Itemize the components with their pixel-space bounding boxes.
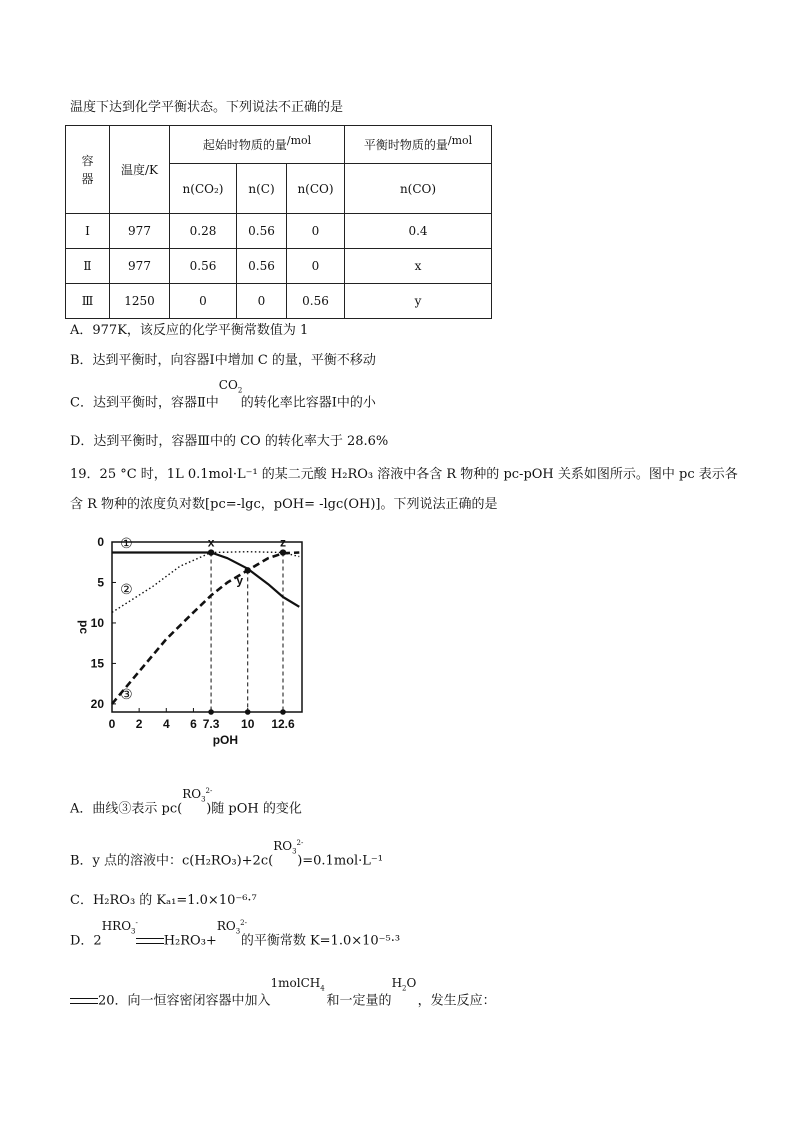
equilibrium-arrow-icon <box>136 938 164 944</box>
question-intro: 温度下达到化学平衡状态。下列说法不正确的是 <box>70 100 344 115</box>
chart-series <box>112 535 299 704</box>
axis-point <box>280 709 286 715</box>
chart-guides <box>208 553 286 715</box>
point-label-y: y <box>236 573 244 588</box>
series-curve-3 <box>112 553 299 704</box>
x-axis-label: pOH <box>212 733 239 747</box>
q20-stem: 20．向一恒容密闭容器中加入 1molCH$_4$ 和一定量的 $H_2O$ ，发生反应： <box>70 992 496 1011</box>
equilibrium-arrow-icon <box>70 998 98 1004</box>
table-row: Ⅱ 977 0.56 0.56 0 x <box>66 249 492 284</box>
header-n-co: n(CO) <box>287 164 345 214</box>
header-eq-n-co: n(CO) <box>345 164 492 214</box>
table-row: Ⅰ 977 0.28 0.56 0 0.4 <box>66 214 492 249</box>
point-x <box>208 549 214 555</box>
header-n-c: n(C) <box>237 164 287 214</box>
equilibrium-table <box>65 125 492 319</box>
header-n-co2: n(CO₂) <box>170 164 237 214</box>
header-temperature: 温度/K <box>110 126 170 214</box>
series-curve-1 <box>112 553 299 607</box>
series-curve-2 <box>112 552 299 613</box>
q19-option-b: B．y 点的溶液中：c(H₂RO₃)+2c( $RO_3^{2-}$ )=0.1mol·L⁻¹ <box>70 839 383 869</box>
plot-frame <box>112 542 302 712</box>
header-equilibrium-amount: 平衡时物质的量/mol <box>345 126 492 164</box>
x-tick-label: 12.6 <box>271 717 295 731</box>
q18-option-b: B．达到平衡时，向容器Ⅰ中增加 C 的量，平衡不移动 <box>70 353 376 368</box>
q18-option-a: A．977K，该反应的化学平衡常数值为 1 <box>70 323 309 338</box>
header-initial-amount: 起始时物质的量/mol <box>170 126 345 164</box>
q19-option-c: C．H₂RO₃ 的 Kₐ₁=1.0×10⁻⁶·⁷ <box>70 893 257 908</box>
y-tick-label: 5 <box>97 575 104 590</box>
x-tick-label: 0 <box>108 717 116 731</box>
x-tick-label: 2 <box>135 717 143 731</box>
x-tick-label: 10 <box>241 717 255 731</box>
y-tick-label: 0 <box>97 535 104 549</box>
x-tick-label: 6 <box>190 717 197 731</box>
point-label-x: x <box>207 535 215 550</box>
y-axis-label: pc <box>77 619 91 635</box>
q18-option-c: C．达到平衡时，容器Ⅱ中 $CO_2$ 的转化率比容器Ⅰ中的小 <box>70 378 376 411</box>
point-label-z: z <box>280 535 286 550</box>
y-tick-label: 15 <box>90 656 104 671</box>
q18-option-d: D．达到平衡时，容器Ⅲ中的 CO 的转化率大于 28.6% <box>70 434 389 449</box>
y-tick-label: 20 <box>90 696 104 711</box>
axis-point <box>208 709 214 715</box>
q19-stem-line2: 含 R 物种的浓度负对数[pc=-lgc，pOH= -lgc(OH)]。下列说法正确的是 <box>70 497 498 512</box>
point-y <box>245 567 251 573</box>
x-tick-label: 7.3 <box>202 717 220 731</box>
axis-point <box>245 709 251 715</box>
pc-poh-chart <box>70 530 330 760</box>
series-label-1: ① <box>120 534 133 551</box>
header-container: 容器 <box>66 126 110 214</box>
q19-stem-line1: 19．25 °C 时，1L 0.1mol·L⁻¹ 的某二元酸 H₂RO₃ 溶液中各含 R 物种的 pc-pOH 关系如图所示。图中 pc 表示各 <box>70 467 738 482</box>
series-label-3: ③ <box>120 686 133 703</box>
q19-option-a: A．曲线③表示 pc( $RO_3^{2-}$ )随 pOH 的变化 <box>70 787 302 817</box>
point-z <box>280 549 286 555</box>
table-row: Ⅲ 1250 0 0 0.56 y <box>66 284 492 319</box>
q19-option-d: D．2 $HRO_3^-$ H₂RO₃+ $RO_3^{2-}$ 的平衡常数 K=1.0×10⁻⁵·³ <box>70 919 401 949</box>
x-tick-label: 4 <box>162 717 170 731</box>
series-label-2: ② <box>120 580 133 597</box>
chart-points <box>208 536 286 588</box>
y-tick-label: 10 <box>90 615 104 630</box>
